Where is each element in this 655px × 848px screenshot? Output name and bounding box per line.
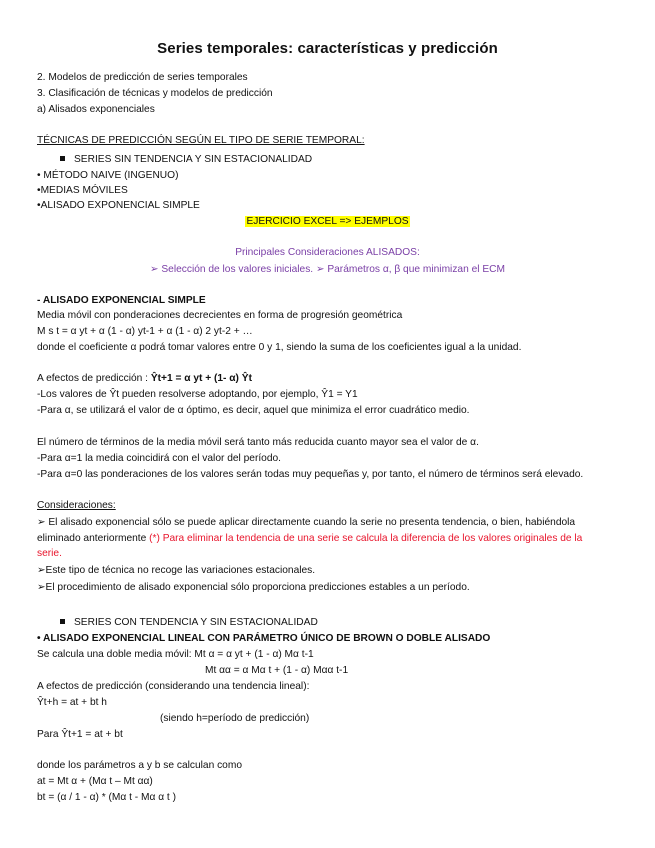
method-naive: • MÉTODO NAIVE (INGENUO) xyxy=(37,170,179,181)
consideracion-3: ➢El procedimiento de alisado exponencial sólo proporciona predicciones estables a un período. xyxy=(37,582,470,593)
simple-prediction-label: A efectos de predicción : xyxy=(37,373,151,384)
simple-formula: M s t = α yt + α (1 - α) yt-1 + α (1 - α) 2 yt-2 + … xyxy=(37,326,253,337)
simple-heading: - ALISADO EXPONENCIAL SIMPLE xyxy=(37,295,206,306)
consideracion-red-note: (*) Para eliminar la tendencia de una serie se calcula la diferencia de los valores originales de la xyxy=(149,533,583,544)
brown-line-5: (siendo h=período de predicción) xyxy=(160,713,310,724)
brown-line-9: bt = (α / 1 - α) * (Mα t - Mα α t ) xyxy=(37,792,176,803)
intro-line-2: 3. Clasificación de técnicas y modelos de predicción xyxy=(37,88,273,99)
considerations-title: Principales Consideraciones ALISADOS: xyxy=(235,247,420,258)
consideraciones-heading: Consideraciones: xyxy=(37,500,116,511)
excel-exercise-line xyxy=(0,215,655,228)
brown-line-8: at = Mt α + (Mα t – Mt αα) xyxy=(37,776,153,787)
method-simple-smoothing: •ALISADO EXPONENCIAL SIMPLE xyxy=(37,200,200,211)
brown-line-4: Ŷt+h = at + bt h xyxy=(37,697,107,708)
brown-line-7: donde los parámetros a y b se calculan como xyxy=(37,760,242,771)
consideracion-1b xyxy=(37,532,582,545)
brown-line-6: Para Ŷt+1 = at + bt xyxy=(37,729,123,740)
brown-line-2: Mt αα = α Mα t + (1 - α) Mαα t-1 xyxy=(205,665,349,676)
simple-p8: -Para α=1 la media coincidirá con el valor del período. xyxy=(37,453,282,464)
considerations-line: ➢ Selección de los valores iniciales. ➢ Parámetros α, β que minimizan el ECM xyxy=(150,264,505,275)
consideracion-1b-text: eliminado anteriormente xyxy=(37,533,150,544)
simple-p7: El número de términos de la media móvil será tanto más reducida cuanto mayor sea el valor de α. xyxy=(37,437,479,448)
consideracion-red-note-end: serie. xyxy=(37,548,62,559)
square-bullet-icon xyxy=(60,156,65,161)
section1-sub-text: SERIES SIN TENDENCIA Y SIN ESTACIONALIDAD xyxy=(74,154,313,165)
simple-p1: Media móvil con ponderaciones decrecientes en forma de progresión geométrica xyxy=(37,310,403,321)
section1-subheading xyxy=(60,153,312,166)
section2-subheading xyxy=(60,616,318,629)
simple-p9: -Para α=0 las ponderaciones de los valores serán todas muy pequeñas y, por tanto, el número de términos será elevado. xyxy=(37,469,584,480)
simple-p3: donde el coeficiente α podrá tomar valores entre 0 y 1, siendo la suma de los coeficientes igual a la unidad. xyxy=(37,342,522,353)
excel-exercise-link[interactable]: EJERCICIO EXCEL => EJEMPLOS xyxy=(246,216,409,227)
simple-prediction-formula: Ŷt+1 = α yt + (1- α) Ŷt xyxy=(150,373,252,384)
consideracion-1a: ➢ El alisado exponencial sólo se puede aplicar directamente cuando la serie no presenta tendencia, o bien, habiéndola xyxy=(37,517,576,528)
brown-line-3: A efectos de predicción (considerando una tendencia lineal): xyxy=(37,681,310,692)
method-moving-average: •MEDIAS MÓVILES xyxy=(37,185,128,196)
simple-prediction xyxy=(37,372,252,385)
section2-sub-text: SERIES CON TENDENCIA Y SIN ESTACIONALIDAD xyxy=(74,617,318,628)
brown-line-1: Se calcula una doble media móvil: Mt α = α yt + (1 - α) Mα t-1 xyxy=(37,649,314,660)
document-title: Series temporales: características y predicción xyxy=(157,40,498,57)
simple-p6: -Para α, se utilizará el valor de α óptimo, es decir, aquel que minimiza el error cuadrático medio. xyxy=(37,405,470,416)
square-bullet-icon xyxy=(60,619,65,624)
section1-heading: TÉCNICAS DE PREDICCIÓN SEGÚN EL TIPO DE SERIE TEMPORAL: xyxy=(37,135,365,146)
intro-line-1: 2. Modelos de predicción de series temporales xyxy=(37,72,248,83)
intro-line-3: a) Alisados exponenciales xyxy=(37,104,155,115)
consideracion-2: ➢Este tipo de técnica no recoge las variaciones estacionales. xyxy=(37,565,316,576)
simple-p5: -Los valores de Ŷt pueden resolverse adoptando, por ejemplo, Ŷ1 = Y1 xyxy=(37,389,358,400)
section2-heading: • ALISADO EXPONENCIAL LINEAL CON PARÁMETRO ÚNICO DE BROWN O DOBLE ALISADO xyxy=(37,633,491,644)
